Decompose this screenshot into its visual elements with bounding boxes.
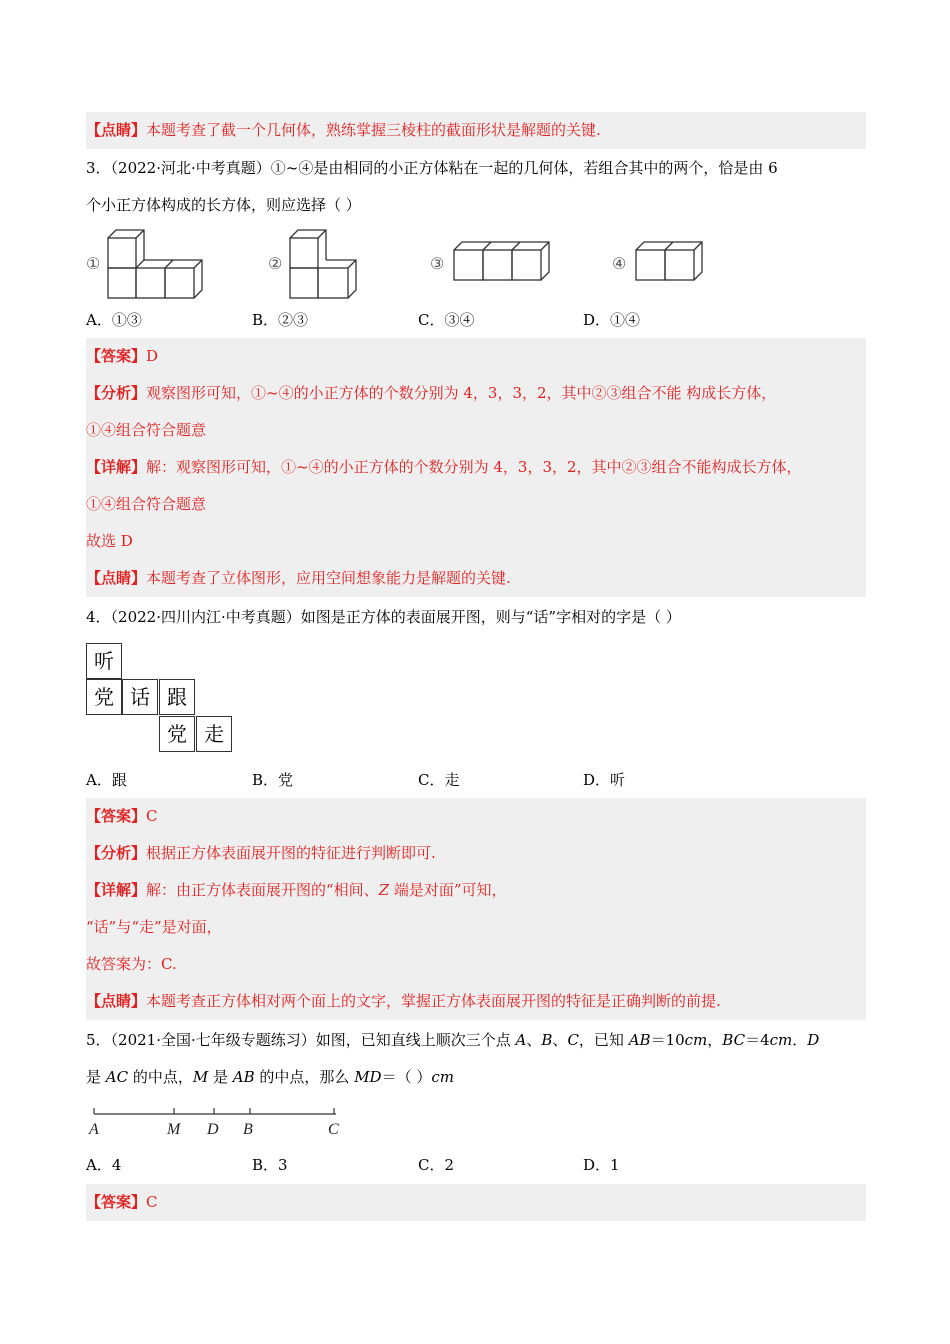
tip-tag: 【点睛】 — [86, 121, 147, 139]
answer-tag: 【答案】 — [86, 1193, 147, 1211]
answer-value: C — [146, 807, 158, 825]
q5-option-a: A．4 — [86, 1156, 122, 1174]
q3-detail-row-1 — [86, 449, 866, 486]
text: ＝（ ） — [381, 1068, 432, 1086]
q4-answer-row — [86, 798, 866, 835]
fig-label-3: ③ — [430, 254, 445, 273]
q3-detail-row-2: ①④组合符合题意 — [86, 486, 866, 523]
tip-tag: 【点睛】 — [86, 569, 147, 587]
net-cell: 话 — [122, 679, 158, 715]
net-cell: 党 — [86, 679, 122, 715]
q2-tip-row — [86, 112, 866, 149]
q4-option-a: A．跟 — [86, 771, 127, 789]
q3-analysis-row-1 — [86, 375, 866, 412]
q3-tip-row — [86, 560, 866, 597]
answer-tag: 【答案】 — [86, 347, 147, 365]
q5-answer-row — [86, 1184, 866, 1221]
q4-options — [86, 765, 866, 795]
q4-stem: 4．（2022·四川内江·中考真题）如图是正方体的表面展开图，则与“话”字相对的字是（ ） — [86, 608, 681, 626]
analysis-text: 根据正方体表面展开图的特征进行判断即可. — [146, 844, 436, 862]
net-cell: 跟 — [159, 679, 195, 715]
net-cell: 听 — [86, 643, 122, 679]
detail-text: 解：观察图形可知，①~④的小正方体的个数分别为 4，3，3，2，其中②③组合不能构成长方体， — [146, 458, 802, 476]
q3-stem-line1: 3．（2022·河北·中考真题）①~④是由相同的小正方体粘在一起的几何体，若组合其中的两个，恰是由 6 — [86, 159, 778, 177]
text: ， — [707, 1031, 723, 1049]
q3-option-b: B．②③ — [252, 311, 309, 329]
q5-option-c: C．2 — [418, 1156, 455, 1174]
q4-option-c: C．走 — [418, 771, 460, 789]
q4-option-d: D．听 — [583, 771, 626, 789]
fig-label-1: ① — [86, 254, 101, 273]
q5-option-b: B．3 — [252, 1156, 288, 1174]
q3-detail-row-3: 故选 D — [86, 523, 866, 560]
text: 、 — [526, 1031, 542, 1049]
tip-text: 本题考查了截一个几何体，熟练掌握三棱柱的截面形状是解题的关键. — [146, 121, 601, 139]
solid-figure-2 — [286, 226, 362, 302]
text: 、 — [552, 1031, 568, 1049]
var: AB — [628, 1031, 651, 1049]
q4-option-b: B．党 — [252, 771, 294, 789]
answer-tag: 【答案】 — [86, 807, 147, 825]
q4-tip-row — [86, 983, 866, 1020]
var: A — [515, 1031, 527, 1049]
analysis-tag: 【分析】 — [86, 384, 147, 402]
var: C — [567, 1031, 579, 1049]
detail-tag: 【详解】 — [86, 881, 147, 899]
q5-options — [86, 1150, 866, 1180]
solid-figure-3 — [450, 238, 554, 284]
q3-option-d: D．①④ — [583, 311, 641, 329]
answer-value: D — [146, 347, 159, 365]
point-label-d: D — [207, 1121, 219, 1138]
answer-value: C — [146, 1193, 158, 1211]
detail-text: 解：由正方体表面展开图的“相间、 — [146, 881, 379, 899]
q3-analysis-row-2: ①④组合符合题意 — [86, 412, 866, 449]
q4-detail-row-3: 故答案为：C. — [86, 946, 866, 983]
solid-figure-4 — [632, 238, 708, 284]
var: AB — [232, 1068, 255, 1086]
tip-text: 本题考查了立体图形，应用空间想象能力是解题的关键. — [146, 569, 511, 587]
point-label-c: C — [328, 1121, 339, 1138]
point-label-b: B — [243, 1121, 253, 1138]
q4-detail-row-2: “话”与“走”是对面， — [86, 909, 866, 946]
unit: cm — [431, 1068, 454, 1086]
analysis-tag: 【分析】 — [86, 844, 147, 862]
text: ＝10 — [650, 1031, 685, 1049]
var: D — [807, 1031, 820, 1049]
unit: cm — [684, 1031, 708, 1049]
tip-tag: 【点睛】 — [86, 992, 147, 1010]
var: MD — [354, 1068, 382, 1086]
detail-tag: 【详解】 — [86, 458, 147, 476]
q3-stem-line2: 个小正方体构成的长方体，则应选择（ ） — [86, 196, 361, 214]
text: 的中点，那么 — [254, 1068, 355, 1086]
text: ． — [792, 1031, 808, 1049]
detail-text-post: 端是对面”可知， — [389, 881, 507, 899]
point-label-a: A — [89, 1121, 99, 1138]
text: 的中点， — [128, 1068, 193, 1086]
var: BC — [722, 1031, 746, 1049]
q3-options — [86, 305, 866, 335]
detail-z: Z — [378, 881, 390, 899]
unit: cm — [769, 1031, 793, 1049]
net-cell: 党 — [159, 716, 195, 752]
number-line-figure — [86, 1106, 356, 1140]
var: M — [192, 1068, 209, 1086]
text: ＝4 — [745, 1031, 770, 1049]
point-label-m: M — [167, 1121, 181, 1138]
net-cell: 走 — [196, 716, 232, 752]
fig-label-4: ④ — [612, 254, 627, 273]
q4-detail-row-1 — [86, 872, 866, 909]
solid-figure-1 — [104, 226, 208, 302]
q5-stem-line1 — [86, 1022, 866, 1059]
q5-stem-line2 — [86, 1059, 866, 1096]
text: 是 — [208, 1068, 233, 1086]
text: 是 — [86, 1068, 106, 1086]
text: 5．（2021·全国·七年级专题练习）如图，已知直线上顺次三个点 — [86, 1031, 516, 1049]
q5-option-d: D．1 — [583, 1156, 620, 1174]
text: ，已知 — [578, 1031, 629, 1049]
analysis-text: 观察图形可知，①~④的小正方体的个数分别为 4，3，3，2，其中②③组合不能 构成长方体， — [146, 384, 777, 402]
var: AC — [105, 1068, 129, 1086]
q3-option-c: C．③④ — [418, 311, 475, 329]
q3-option-a: A．①③ — [86, 311, 142, 329]
q3-answer-row — [86, 338, 866, 375]
fig-label-2: ② — [268, 254, 283, 273]
q4-analysis-row — [86, 835, 866, 872]
var: B — [541, 1031, 553, 1049]
tip-text: 本题考查正方体相对两个面上的文字，掌握正方体表面展开图的特征是正确判断的前提. — [146, 992, 721, 1010]
